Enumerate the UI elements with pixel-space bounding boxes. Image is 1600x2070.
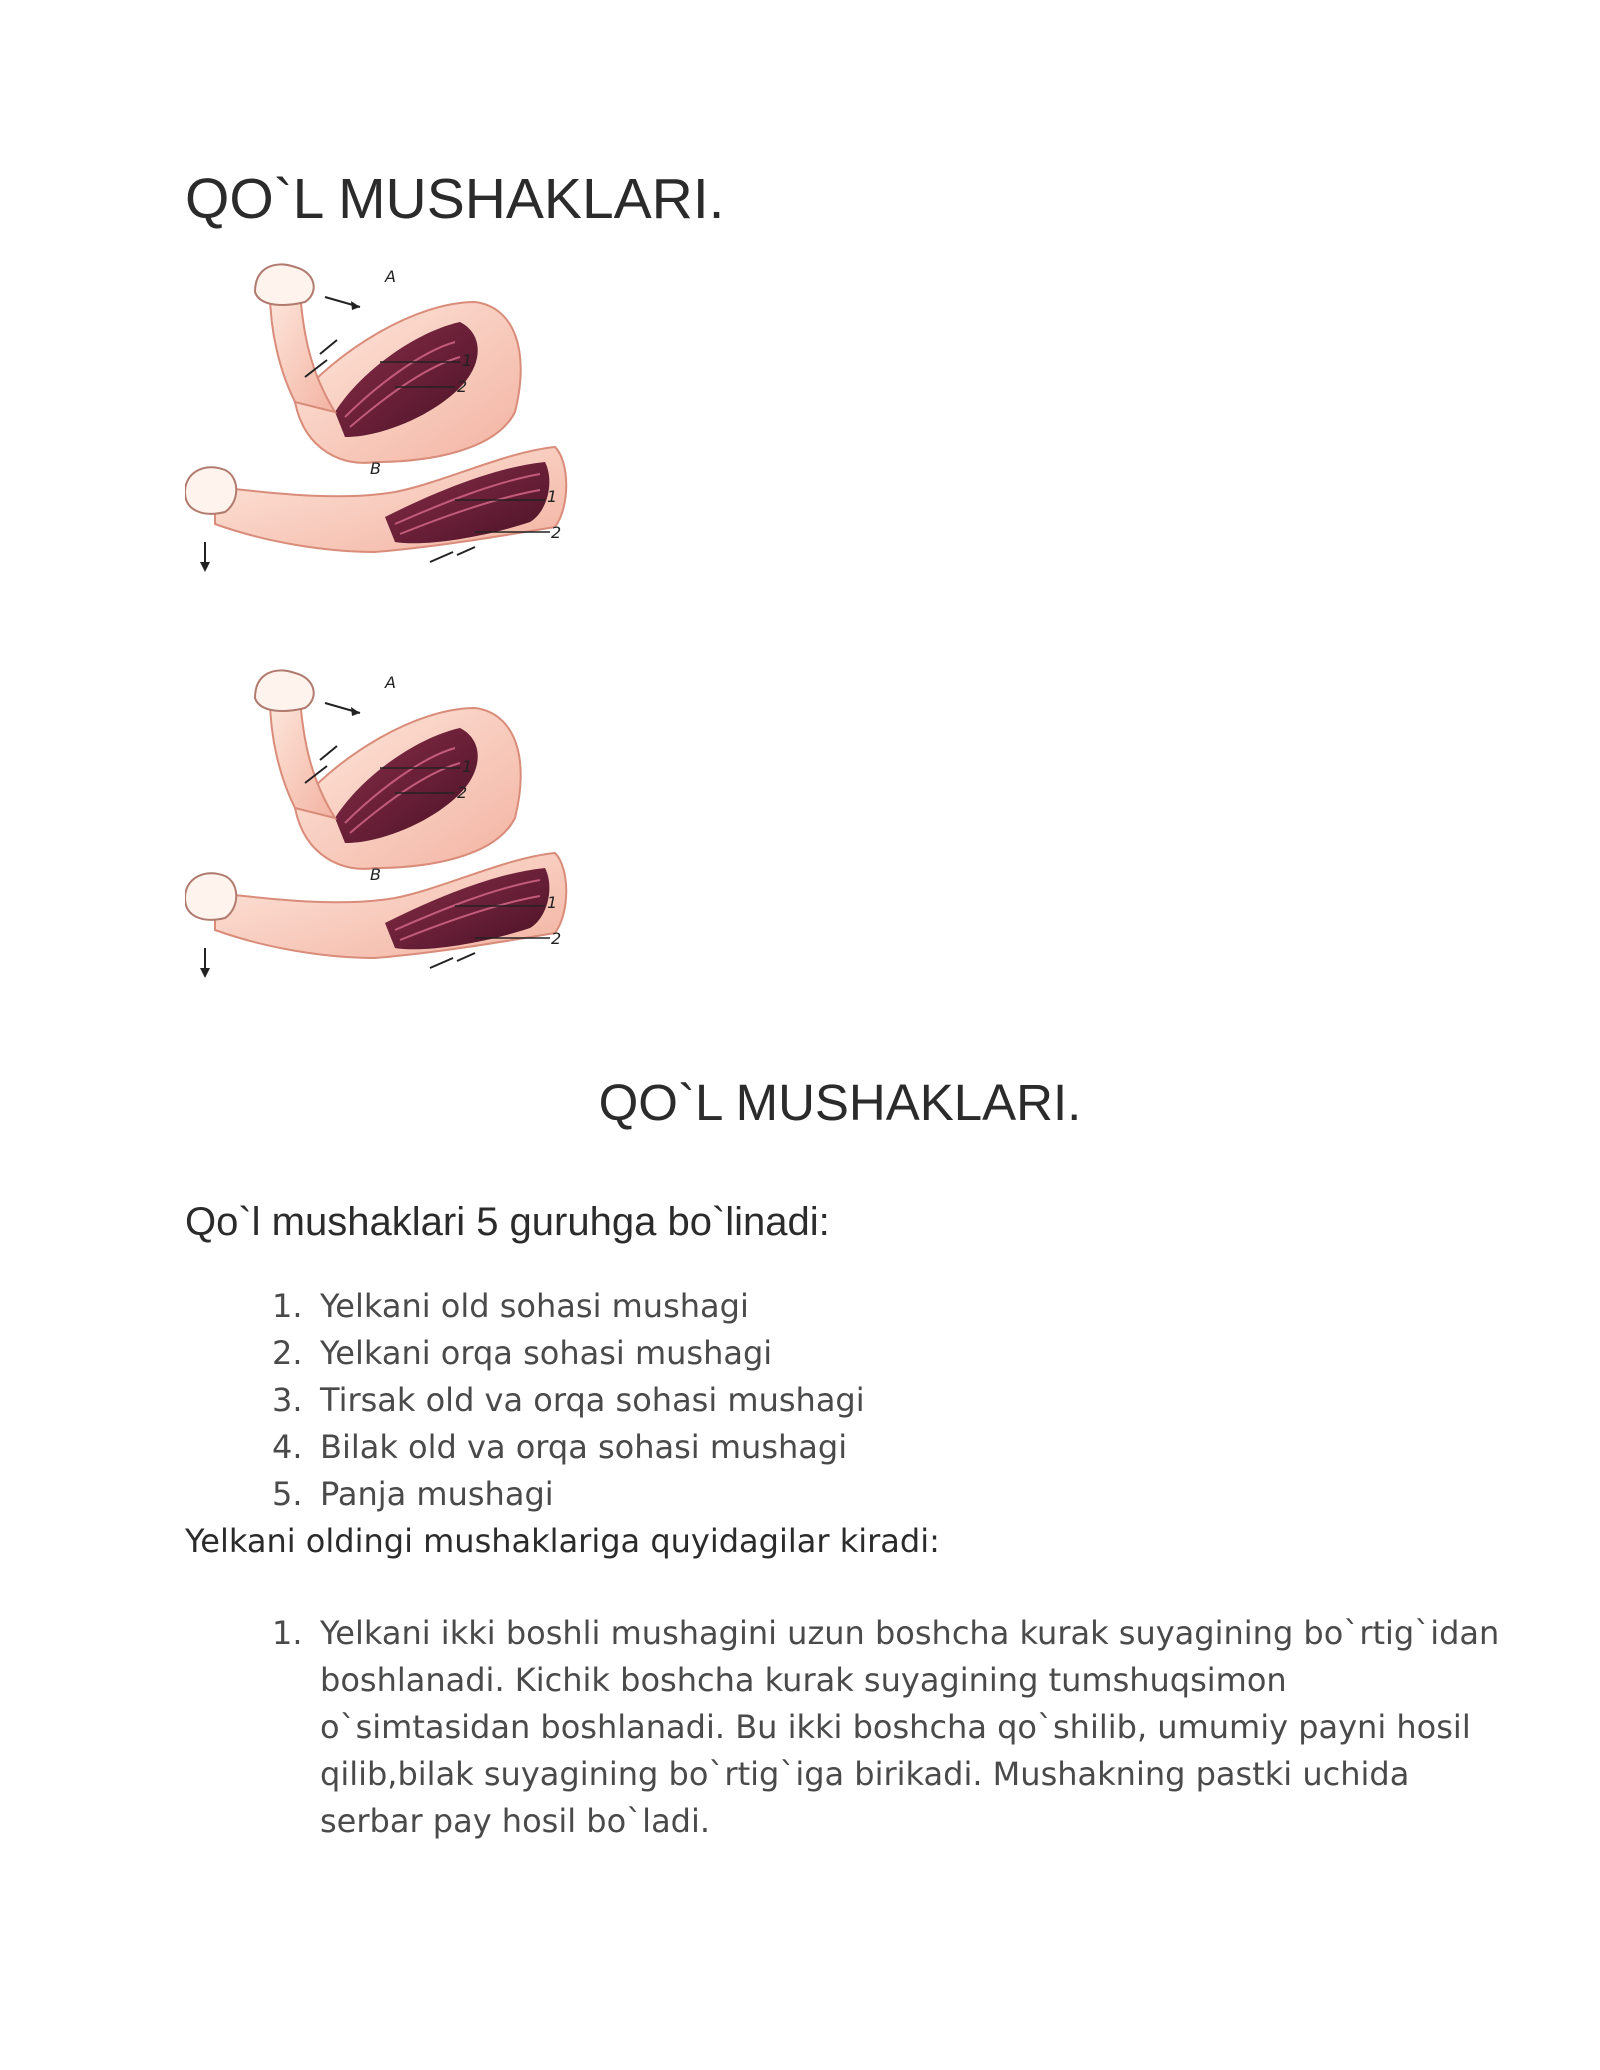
list-number: 3. — [272, 1381, 303, 1419]
figure-label-1: 1 — [462, 757, 473, 776]
muscle-groups-list — [272, 1283, 865, 1518]
figure-label-b: B — [370, 865, 381, 884]
arm-muscles-illustration — [185, 668, 575, 998]
list-item-text: Yelkani orqa sohasi mushagi — [320, 1334, 773, 1372]
list-item-text: Bilak old va orqa sohasi mushagi — [320, 1428, 848, 1466]
list-item-text: Panja mushagi — [320, 1475, 554, 1513]
list-number: 1. — [272, 1287, 303, 1325]
list-item — [272, 1471, 865, 1518]
figure-label-2: 2 — [551, 929, 562, 948]
list-item — [272, 1330, 865, 1377]
list-item — [272, 1424, 865, 1471]
list-item — [272, 1283, 865, 1330]
section-title: QO`L MUSHAKLARI. — [598, 1074, 1082, 1131]
list-number: 4. — [272, 1428, 303, 1466]
list-number: 5. — [272, 1475, 303, 1513]
list-number: 1. — [272, 1614, 303, 1652]
list-item-text: Tirsak old va orqa sohasi mushagi — [320, 1381, 865, 1419]
list-item-text: Yelkani ikki boshli mushagini uzun boshcha kurak suyagining bo`rtig`idan boshlanadi. Kichik boshcha kurak suyagining tumshuqsimon o`simtasidan boshlanadi. Bu ikki boshcha qo`shilib, umumiy payni hosil qilib,bilak suyagining bo`rtig`iga birikadi. Mushakning pastki uchida serbar pay hosil bo`ladi. — [320, 1614, 1500, 1840]
figure-label-a: A — [385, 267, 396, 286]
section-subtitle: Qo`l mushaklari 5 guruhga bo`linadi: — [185, 1200, 830, 1244]
figure-label-2: 2 — [457, 783, 468, 802]
figure-label-2: 2 — [457, 377, 468, 396]
figure-label-b: B — [370, 459, 381, 478]
list-item — [272, 1377, 865, 1424]
figure-label-a: A — [385, 673, 396, 692]
list-item-text: Yelkani old sohasi mushagi — [320, 1287, 749, 1325]
figure-label-2: 2 — [551, 523, 562, 542]
front-muscles-list — [272, 1610, 1502, 1845]
figure-label-1: 1 — [547, 893, 558, 912]
list-item — [272, 1610, 1502, 1845]
list-number: 2. — [272, 1334, 303, 1372]
page-title: QO`L MUSHAKLARI. — [185, 167, 725, 231]
arm-muscles-illustration — [185, 262, 575, 592]
figure-label-1: 1 — [462, 351, 473, 370]
intro-paragraph: Yelkani oldingi mushaklariga quyidagilar kiradi: — [185, 1522, 940, 1560]
figure-label-1: 1 — [547, 487, 558, 506]
